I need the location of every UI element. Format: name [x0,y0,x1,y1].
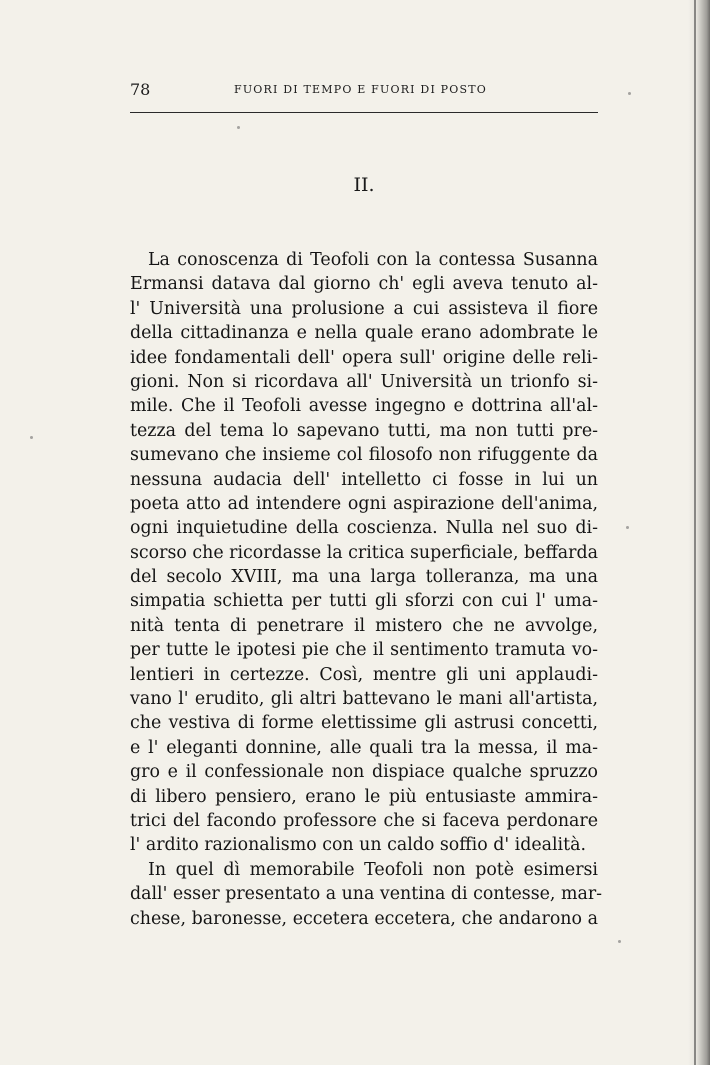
text-line: idee fondamentali dell' opera sull' origine delle reli- [130,347,598,368]
text-line: per tutte le ipotesi pie che il sentimento tramuta vo- [130,640,598,661]
paper-speck [30,436,33,439]
chapter-heading: II. [353,174,375,196]
text-line: scorso che ricordasse la critica superficiale, beffarda [130,542,598,563]
text-line: In quel dì memorabile Teofoli non potè esimersi [148,859,598,880]
text-line: nessuna audacia dell' intelletto ci fosse in lui un [130,469,598,490]
text-line: dall' esser presentato a una ventina di contesse, mar- [130,884,603,905]
text-line: gioni. Non si ricordava all' Università un trionfo si- [130,371,598,392]
page-edge-shadow [688,0,710,1065]
text-line: l' Università una prolusione a cui assisteva il fiore [130,298,598,319]
text-line: del secolo XVIII, ma una larga tolleranza, ma una [130,567,598,588]
text-line: mile. Che il Teofoli avesse ingegno e dottrina all'al- [130,396,598,417]
paper-speck [628,92,631,95]
text-line: trici del facondo professore che si faceva perdonare [130,810,598,831]
text-line: gro e il confessionale non dispiace qualche spruzzo [130,762,598,783]
text-line: della cittadinanza e nella quale erano adombrate le [130,323,598,344]
text-line: nità tenta di penetrare il mistero che ne avvolge, [130,615,598,636]
text-line: vano l' erudito, gli altri battevano le mani all'artista, [130,689,598,710]
text-line: chese, baronesse, eccetera eccetera, che andarono a [130,908,598,929]
text-line: e l' eleganti donnine, alle quali tra la messa, il ma- [130,737,598,758]
page-header [130,80,598,102]
page-number: 78 [130,80,151,99]
text-line: poeta atto ad intendere ogni aspirazione dell'anima, [130,493,598,514]
text-line: lentieri in certezze. Così, mentre gli uni applaudi- [130,664,598,685]
text-line: di libero pensiero, erano le più entusiaste ammira- [130,786,598,807]
text-line: che vestiva di forme elettissime gli astrusi concetti, [130,713,598,734]
text-line: l' ardito razionalismo con un caldo soffio d' idealità. [130,835,586,856]
text-line: sumevano che insieme col filosofo non rifuggente da [130,445,598,466]
text-line: tezza del tema lo sapevano tutti, ma non tutti pre- [130,420,598,441]
body-text [130,248,603,931]
running-head: FUORI DI TEMPO E FUORI DI POSTO [234,83,487,96]
text-line: La conoscenza di Teofoli con la contessa Susanna [148,250,598,270]
header-rule [130,112,598,113]
page-edge-line [694,0,696,1065]
text-line: ogni inquietudine della coscienza. Nulla nel suo di- [130,518,598,539]
text-line: Ermansi datava dal giorno ch' egli aveva tenuto al- [130,274,598,295]
paper-speck [626,526,629,529]
paper-speck [237,126,240,129]
paper-speck [618,940,621,943]
text-line: simpatia schietta per tutti gli sforzi con cui l' uma- [130,591,598,612]
